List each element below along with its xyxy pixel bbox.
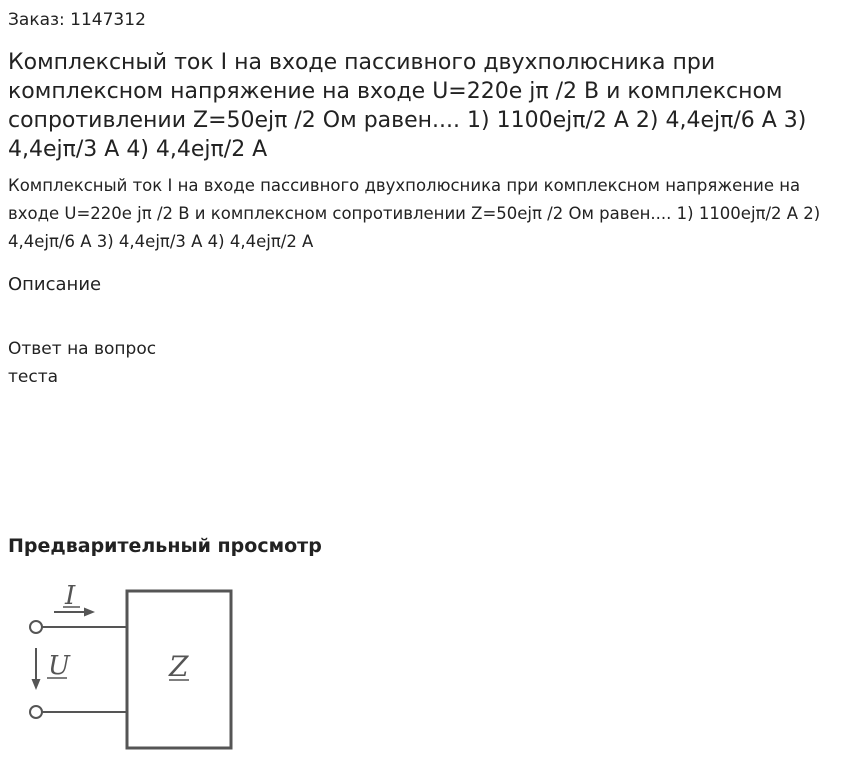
- current-label: I: [65, 581, 76, 611]
- question-text: Комплексный ток I на входе пассивного двухполюсника при комплексном напряжение на входе U=220e jπ /2 В и комплексном сопротивлении Z=50ejπ /2 Ом равен.... 1) 1100ejπ/2 А 2) 4,4ejπ/6 А 3) 4,4ejπ/3 А 4) 4,4ejπ/2 А: [8, 176, 821, 251]
- bottom-terminal: [30, 706, 42, 718]
- page-title: Комплексный ток I на входе пассивного двухполюсника при комплексном напряжение на входе U=220e jπ /2 В и комплексном сопротивлении Z=50ejπ /2 Ом равен.... 1) 1100ejπ/2 А 2) 4,4ejπ/6 А 3) 4,4ejπ/3 А 4) 4,4ejπ/2 А: [8, 50, 807, 162]
- circuit-diagram: [20, 576, 240, 756]
- answer-text: Ответ на вопрос теста: [8, 339, 157, 387]
- voltage-label: U: [48, 651, 70, 681]
- voltage-arrow-head: [32, 679, 41, 690]
- top-terminal: [30, 621, 42, 633]
- current-arrow-head: [84, 608, 95, 617]
- order-number: Заказ: 1147312: [8, 10, 146, 30]
- preview-heading: Предварительный просмотр: [8, 535, 322, 557]
- impedance-label: Z: [169, 650, 189, 683]
- description-heading: Описание: [8, 274, 102, 295]
